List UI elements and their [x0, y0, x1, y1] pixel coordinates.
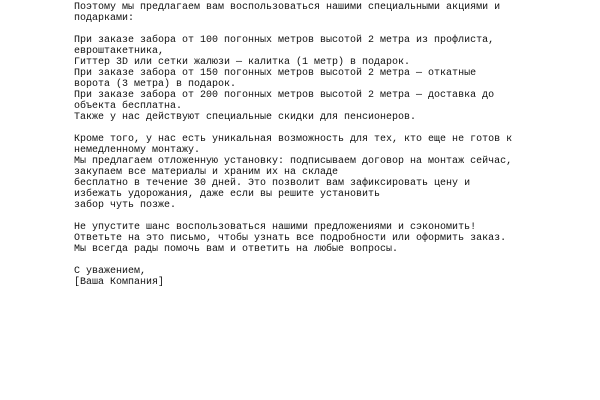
letter-body	[74, 2, 594, 288]
text-line: Кроме того, у нас есть уникальная возможность для тех, кто еще не готов к	[74, 134, 513, 145]
text-line: избежать удорожания, даже если вы решите установить	[74, 189, 381, 200]
text-line: закупаем все материалы и храним их на складе	[74, 167, 339, 178]
paragraph-gap	[74, 255, 594, 266]
paragraph-gap	[74, 123, 594, 134]
paragraph-offer-intro	[74, 2, 594, 24]
text-line: Также у нас действуют специальные скидки для пенсионеров.	[74, 112, 417, 123]
paragraph-gap	[74, 24, 594, 35]
text-line: При заказе забора от 100 погонных метров высотой 2 метра из профлиста,	[74, 35, 495, 46]
text-line: Ответьте на это письмо, чтобы узнать все подробности или оформить заказ.	[74, 233, 507, 244]
text-line: Гиттер 3D или сетки жалюзи — калитка (1 метр) в подарок.	[74, 57, 411, 68]
text-line: Поэтому мы предлагаем вам воспользоваться нашими специальными акциями и	[74, 2, 501, 13]
closing-line: С уважением,	[74, 266, 147, 277]
company-name: [Ваша Компания]	[74, 277, 165, 288]
paragraph-deferred-installation	[74, 134, 594, 211]
text-line: объекта бесплатна.	[74, 101, 183, 112]
text-line: При заказе забора от 200 погонных метров высотой 2 метра — доставка до	[74, 90, 495, 101]
text-line: ворота (3 метра) в подарок.	[74, 79, 237, 90]
paragraph-signature	[74, 266, 594, 288]
paragraph-call-to-action	[74, 222, 594, 255]
text-line: евроштакетника,	[74, 46, 165, 57]
text-line: немедленному монтажу.	[74, 145, 201, 156]
text-line: забор чуть позже.	[74, 200, 177, 211]
paragraph-gap	[74, 211, 594, 222]
paragraph-offers	[74, 35, 594, 123]
text-line: бесплатно в течение 30 дней. Это позволит вам зафиксировать цену и	[74, 178, 471, 189]
text-line: Мы всегда рады помочь вам и ответить на любые вопросы.	[74, 244, 399, 255]
text-line: подарками:	[74, 13, 135, 24]
text-line: При заказе забора от 150 погонных метров высотой 2 метра — откатные	[74, 68, 477, 79]
text-line: Мы предлагаем отложенную установку: подписываем договор на монтаж сейчас,	[74, 156, 513, 167]
text-line: Не упустите шанс воспользоваться нашими предложениями и сэкономить!	[74, 222, 477, 233]
